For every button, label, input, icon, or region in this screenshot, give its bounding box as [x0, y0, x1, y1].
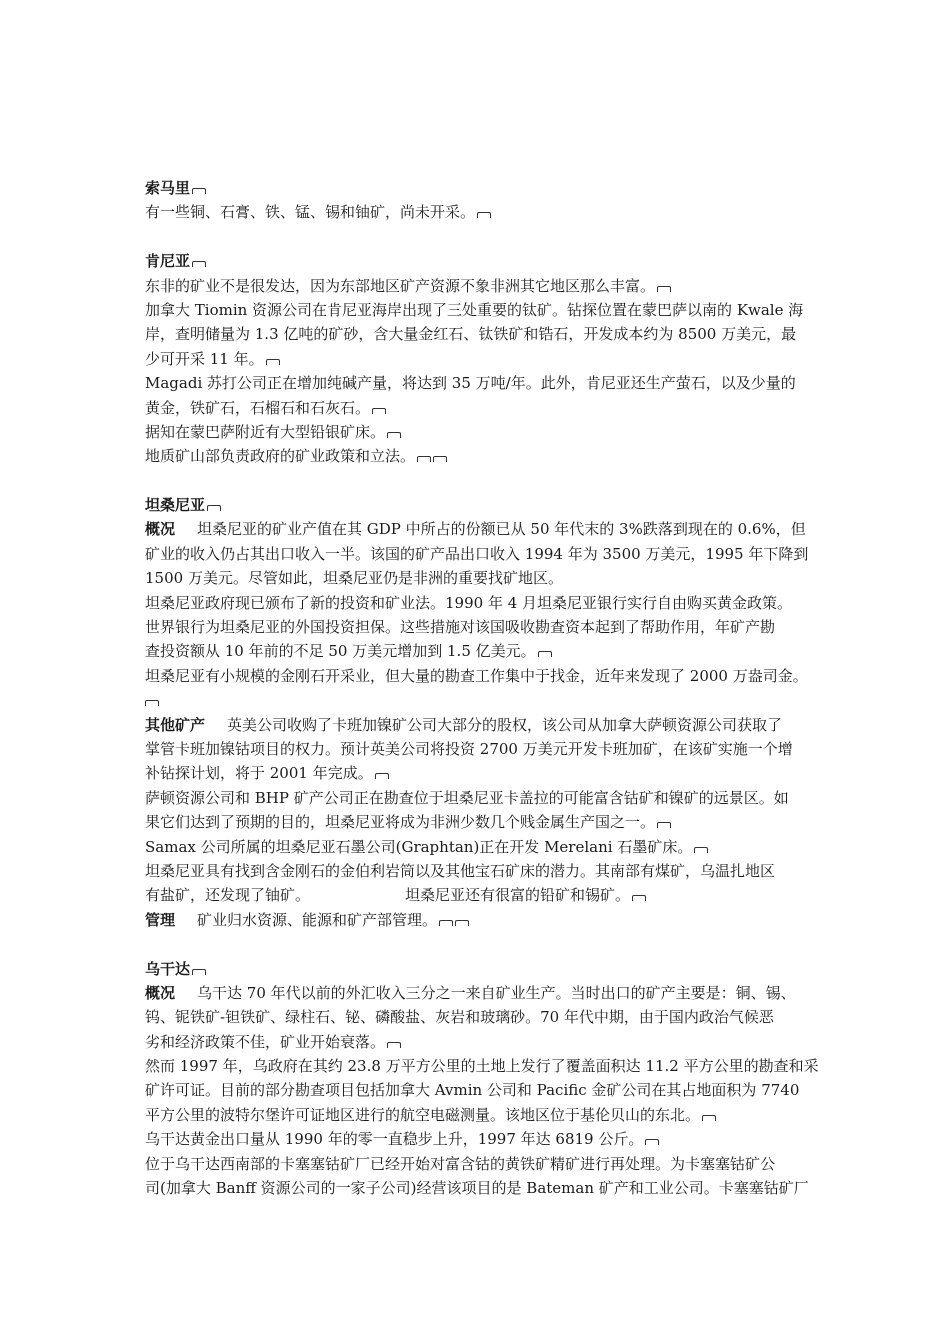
paragraph-mark-icon [455, 920, 469, 926]
paragraph-mark-icon [387, 432, 401, 438]
paragraph-line: 钨、铌铁矿-钽铁矿、绿柱石、铋、磷酸盐、灰岩和玻璃砂。70 年代中期，由于国内政治气候恶 [145, 1008, 774, 1027]
paragraph-line: 坦桑尼亚具有找到含金刚石的金伯利岩筒以及其他宝石矿床的潜力。其南部有煤矿，乌温扎地区 [145, 861, 776, 880]
paragraph-line: 矿许可证。目前的部分勘查项目包括加拿大 Avmin 公司和 Pacific 金矿公司在其占地面积为 7740 [145, 1081, 800, 1100]
section-heading-kenya: 肯尼亚 [145, 249, 880, 273]
overview-label: 概况 [145, 520, 176, 539]
paragraph-mark-icon [477, 212, 491, 218]
other-minerals-label: 其他矿产 [145, 715, 206, 734]
management-label: 管理 [145, 910, 176, 929]
paragraph-mark-icon [192, 261, 206, 267]
paragraph-line: 坦桑尼亚有小规模的金刚石开采业，但大量的勘查工作集中于找金，近年来发现了 2000 万盎司金。 [145, 666, 808, 685]
paragraph-mark-icon [375, 773, 389, 779]
overview-label: 概况 [145, 983, 176, 1002]
paragraph-line: 劣和经济政策不佳，矿业开始衰落。 [145, 1030, 880, 1054]
paragraph-mark-icon [192, 969, 206, 975]
paragraph-line: 其他矿产 英美公司收购了卡班加镍矿公司大部分的股权，该公司从加拿大萨顿资源公司获取了 [145, 715, 783, 734]
paragraph-mark-icon [433, 456, 447, 462]
paragraph-line: 果它们达到了预期的目的，坦桑尼亚将成为非洲少数几个贱金属生产国之一。 [145, 810, 880, 834]
paragraph-line: 平方公里的波特尔堡许可证地区进行的航空电磁测量。该地区位于基伦贝山的东北。 [145, 1103, 880, 1127]
paragraph-mark-icon [657, 822, 671, 828]
paragraph-line: 司(加拿大 Banff 资源公司的一家子公司)经营该项目的是 Bateman 矿产和工业公司。卡塞塞钴矿厂 [145, 1179, 809, 1198]
paragraph-line: Samax 公司所属的坦桑尼亚石墨公司(Graphtan)正在开发 Merelani 石墨矿床。 [145, 835, 880, 859]
paragraph-mark-icon [645, 1139, 659, 1145]
paragraph-line: 然而 1997 年，乌政府在其约 23.8 万平方公里的土地上发行了覆盖面积达 11.2 平方公里的勘查和采 [145, 1057, 819, 1076]
paragraph-mark-icon [538, 651, 552, 657]
paragraph-line: 少可开采 11 年。 [145, 347, 880, 371]
paragraph-line: 乌干达黄金出口量从 1990 年的零一直稳步上升，1997 年达 6819 公斤。 [145, 1127, 880, 1151]
section-heading-tanzania: 坦桑尼亚 [145, 493, 880, 517]
paragraph-line: 黄金，铁矿石，石榴石和石灰石。 [145, 396, 880, 420]
paragraph-line: 萨顿资源公司和 BHP 矿产公司正在勘查位于坦桑尼亚卡盖拉的可能富含钴矿和镍矿的远景区。如 [145, 788, 789, 807]
paragraph-line: 补钻探计划，将于 2001 年完成。 [145, 761, 880, 785]
paragraph-mark-icon [417, 456, 431, 462]
paragraph-mark-icon [207, 505, 221, 511]
paragraph-line: 东非的矿业不是很发达，因为东部地区矿产资源不象非洲其它地区那么丰富。 [145, 274, 880, 298]
paragraph-line: 概况 乌干达 70 年代以前的外汇收入三分之一来自矿业生产。当时出口的矿产主要是：铜、锡、 [145, 983, 796, 1002]
paragraph-line: 有盐矿，还发现了铀矿。 坦桑尼亚还有很富的铅矿和锡矿。 [145, 883, 880, 907]
paragraph-line: 掌管卡班加镍钴项目的权力。预计英美公司将投资 2700 万美元开发卡班加矿，在该矿实施一个增 [145, 739, 793, 758]
paragraph-line: 据知在蒙巴萨附近有大型铅银矿床。 [145, 420, 880, 444]
paragraph-mark-icon [657, 286, 671, 292]
paragraph-mark-icon [387, 1042, 401, 1048]
paragraph-mark-icon [694, 847, 708, 853]
paragraph-mark-icon [372, 408, 386, 414]
paragraph-line: 查投资额从 10 年前的不足 50 万美元增加到 1.5 亿美元。 [145, 639, 880, 663]
paragraph-line: 位于乌干达西南部的卡塞塞钴矿厂已经开始对富含钴的黄铁矿精矿进行再处理。为卡塞塞钴矿公 [145, 1154, 776, 1173]
paragraph-mark-icon [702, 1115, 716, 1121]
paragraph-line: Magadi 苏打公司正在增加纯碱产量，将达到 35 万吨/年。此外，肯尼亚还生产萤石，以及少量的 [145, 374, 796, 393]
section-heading-uganda: 乌干达 [145, 957, 880, 981]
paragraph-line: 坦桑尼亚政府现已颁布了新的投资和矿业法。1990 年 4 月坦桑尼亚银行实行自由购买黄金政策。 [145, 593, 793, 612]
paragraph-mark-icon [192, 188, 206, 194]
paragraph-mark-icon [439, 920, 453, 926]
paragraph-mark-icon [266, 359, 280, 365]
paragraph-line: 岸，查明储量为 1.3 亿吨的矿砂，含大量金红石、钛铁矿和锆石，开发成本约为 8500 万美元，最 [145, 325, 797, 344]
section-heading-somalia: 索马里 [145, 176, 880, 200]
paragraph-line: 管理 矿业归水资源、能源和矿产部管理。 [145, 908, 880, 932]
paragraph-line: 有一些铜、石膏、铁、锰、锡和铀矿，尚未开采。 [145, 200, 880, 224]
paragraph-line: 1500 万美元。尽管如此，坦桑尼亚仍是非洲的重要找矿地区。 [145, 569, 563, 588]
paragraph-line: 加拿大 Tiomin 资源公司在肯尼亚海岸出现了三处重要的钛矿。钻探位置在蒙巴萨以南的 Kwale 海 [145, 300, 804, 319]
paragraph-line: 矿业的收入仍占其出口收入一半。该国的矿产品出口收入 1994 年为 3500 万美元，1995 年下降到 [145, 544, 809, 563]
paragraph-line: 世界银行为坦桑尼亚的外国投资担保。这些措施对该国吸收勘查资本起到了帮助作用，年矿产勘 [145, 618, 776, 637]
paragraph-mark-icon [632, 895, 646, 901]
paragraph-line [145, 688, 880, 712]
paragraph-line: 概况 坦桑尼亚的矿业产值在其 GDP 中所占的份额已从 50 年代末的 3%跌落到现在的 0.6%，但 [145, 520, 806, 539]
paragraph-line: 地质矿山部负责政府的矿业政策和立法。 [145, 444, 880, 468]
paragraph-mark-icon [145, 700, 159, 706]
document-page [145, 176, 880, 1200]
